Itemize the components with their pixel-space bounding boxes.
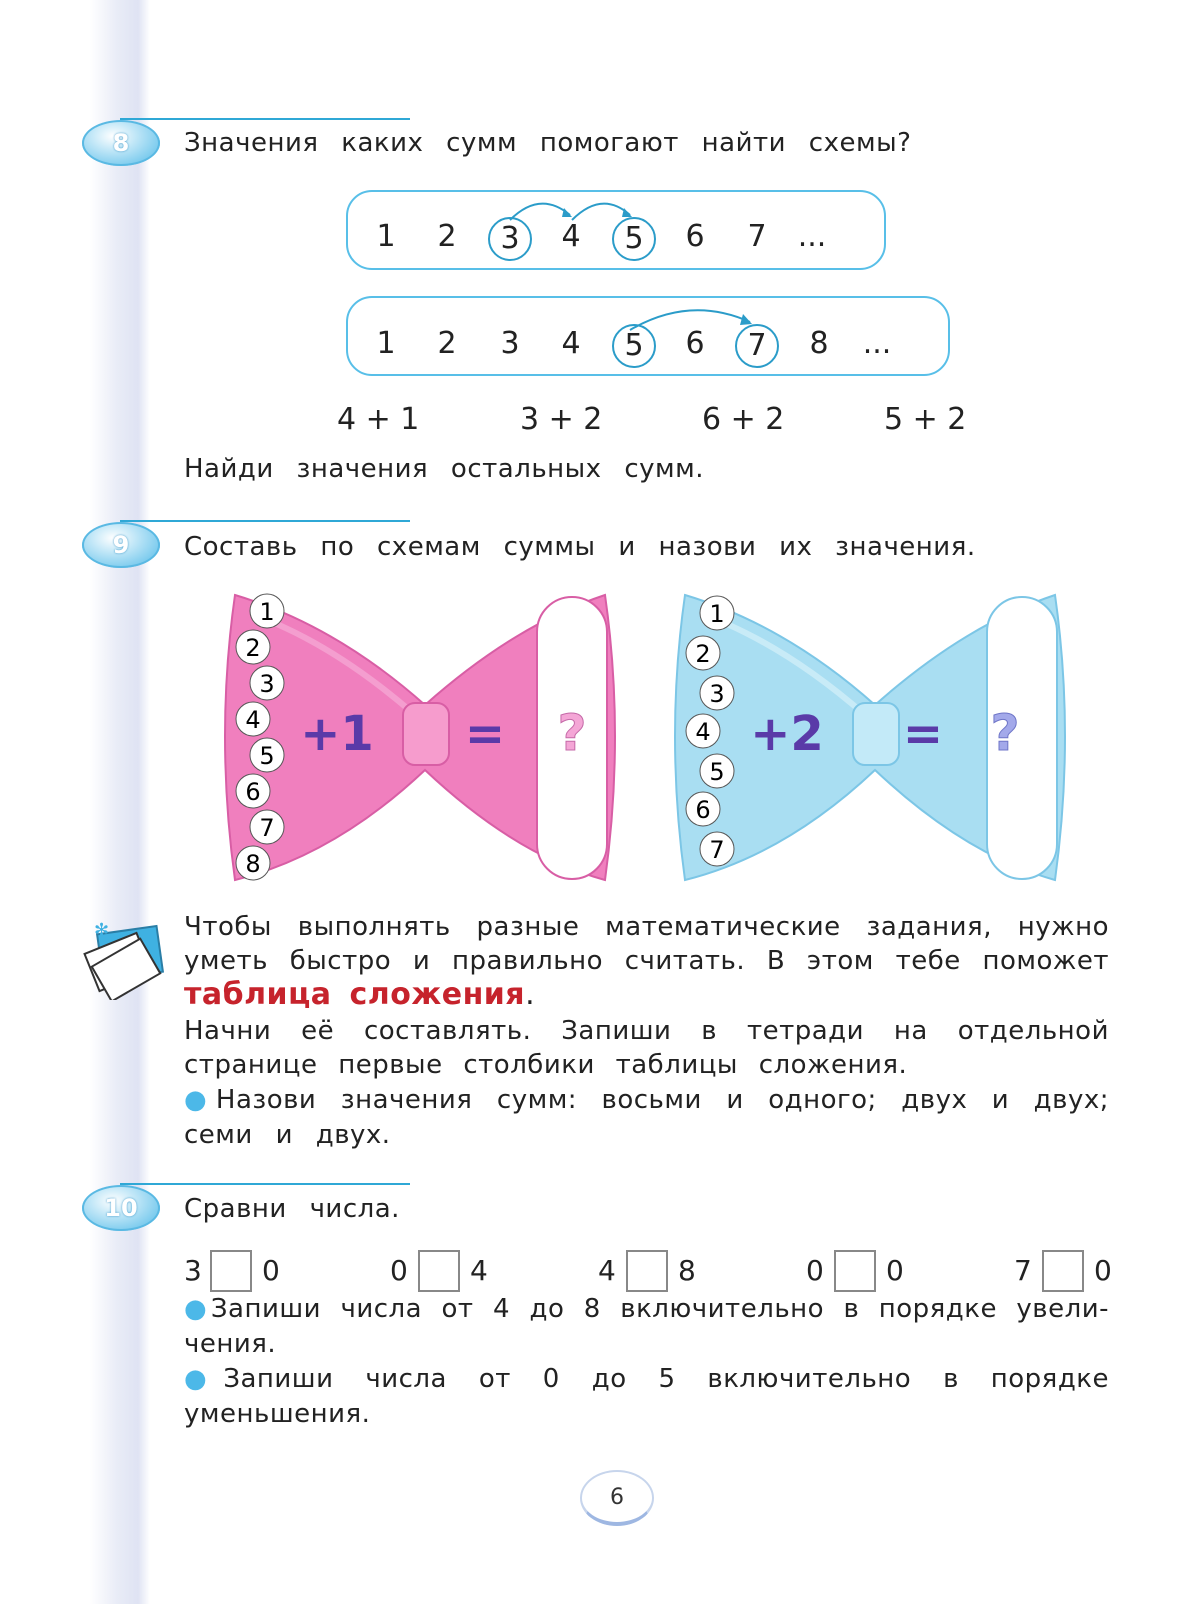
info-line-5: странице первые столбики таблицы сложения.	[184, 1050, 908, 1080]
bow1-num: 2	[245, 634, 261, 662]
n2-6: 6	[685, 326, 705, 361]
compare-left: 0	[390, 1254, 408, 1287]
task-10-rule	[120, 1183, 410, 1185]
page-number: 6	[580, 1470, 654, 1526]
compare-box[interactable]	[1042, 1250, 1084, 1292]
compare-right: 0	[1094, 1254, 1112, 1287]
bullet-icon: ●	[184, 1294, 211, 1324]
compare-box[interactable]	[834, 1250, 876, 1292]
bow1-num: 7	[259, 814, 275, 842]
info-line-1: Чтобы выполнять разные математические задания, нужно	[184, 912, 1109, 942]
task-10-bullet-1	[184, 1292, 1109, 1326]
bow2-operator: +2	[750, 706, 824, 762]
info-line-3	[184, 978, 1109, 1012]
bow-diagram-plus-2	[665, 585, 1075, 895]
task-10-bullet-2	[184, 1362, 1109, 1396]
sum-expression: 3 + 2	[520, 402, 603, 437]
n1-5-circled: 5	[612, 217, 656, 261]
task-8-rule	[120, 118, 410, 120]
task-8-question: Значения каких сумм помогают найти схемы?	[184, 128, 912, 158]
task-8-badge: 8	[82, 120, 160, 166]
bow1-question-mark: ?	[557, 704, 587, 762]
compare-box[interactable]	[418, 1250, 460, 1292]
info-line-4: Начни её составлять. Запиши в тетради на отдельной	[184, 1016, 1109, 1046]
compare-left: 4	[598, 1254, 616, 1287]
n1-ellipsis: ...	[797, 219, 827, 254]
bow2-num: 3	[709, 680, 725, 708]
bow1-num: 3	[259, 670, 275, 698]
bow2-num: 1	[709, 600, 725, 628]
compare-left: 0	[806, 1254, 824, 1287]
bow2-num: 4	[695, 718, 711, 746]
bow1-num: 6	[245, 778, 261, 806]
compare-right: 4	[470, 1254, 488, 1287]
compare-box[interactable]	[626, 1250, 668, 1292]
task-10-bullet-1-text: Запиши числа от 4 до 8 включительно в порядке увели-	[210, 1294, 1109, 1324]
task-10-bullet-2-text: Запиши числа от 0 до 5 включительно в порядке	[223, 1364, 1110, 1394]
sum-expression: 5 + 2	[884, 402, 967, 437]
info-line-7: семи и двух.	[184, 1120, 391, 1150]
task-9-rule	[120, 520, 410, 522]
bow1-equals: =	[464, 706, 506, 762]
task-9-badge: 9	[82, 522, 160, 568]
n1-4: 4	[561, 219, 581, 254]
n2-2: 2	[437, 326, 457, 361]
bow2-num: 6	[695, 796, 711, 824]
n1-2: 2	[437, 219, 457, 254]
n2-5-circled: 5	[612, 324, 656, 368]
n2-1: 1	[376, 326, 396, 361]
task-10-badge: 10	[82, 1185, 160, 1231]
task-10-question: Сравни числа.	[184, 1194, 400, 1224]
info-line-6-text: Назови значения сумм: восьми и одного; двух и двух;	[215, 1085, 1109, 1115]
bow2-num: 7	[709, 836, 725, 864]
bow-diagram-plus-1	[215, 585, 625, 895]
bow1-num: 8	[245, 850, 261, 878]
bow2-equals: =	[902, 706, 944, 762]
info-line-2: уметь быстро и правильно считать. В этом тебе поможет	[184, 946, 1109, 976]
info-line-6	[184, 1083, 1109, 1117]
bow2-num: 2	[695, 640, 711, 668]
info-period: .	[525, 977, 536, 1012]
n2-3: 3	[500, 326, 520, 361]
compare-box[interactable]	[210, 1250, 252, 1292]
n1-3-circled: 3	[488, 217, 532, 261]
n2-8: 8	[809, 326, 829, 361]
n1-7: 7	[747, 219, 767, 254]
n2-ellipsis: ...	[862, 326, 892, 361]
bow2-num: 5	[709, 758, 725, 786]
bow1-num: 1	[259, 598, 275, 626]
task-8-footer: Найди значения остальных сумм.	[184, 454, 705, 484]
bow1-num: 4	[245, 706, 261, 734]
n1-1: 1	[376, 219, 396, 254]
addition-table-highlight: таблица сложения	[184, 977, 526, 1012]
compare-right: 0	[262, 1254, 280, 1287]
sum-expression: 4 + 1	[337, 402, 420, 437]
cards-icon	[80, 920, 170, 1000]
bullet-icon: ●	[184, 1364, 224, 1394]
sum-expression: 6 + 2	[702, 402, 785, 437]
compare-left: 3	[184, 1254, 202, 1287]
compare-left: 7	[1014, 1254, 1032, 1287]
task-9-question: Составь по схемам суммы и назови их значения.	[184, 532, 976, 562]
bow2-question-mark: ?	[990, 704, 1020, 762]
compare-right: 8	[678, 1254, 696, 1287]
bow1-operator: +1	[300, 706, 374, 762]
bow1-num: 5	[259, 742, 275, 770]
bullet-icon: ●	[184, 1085, 216, 1115]
task-10-bullet-1-cont: чения.	[184, 1329, 277, 1359]
side-decor-strip	[90, 0, 150, 1604]
task-10-bullet-2-cont: уменьшения.	[184, 1399, 371, 1429]
svg-text:✻: ✻	[94, 920, 110, 941]
n2-4: 4	[561, 326, 581, 361]
n1-6: 6	[685, 219, 705, 254]
compare-right: 0	[886, 1254, 904, 1287]
n2-7-circled: 7	[735, 324, 779, 368]
